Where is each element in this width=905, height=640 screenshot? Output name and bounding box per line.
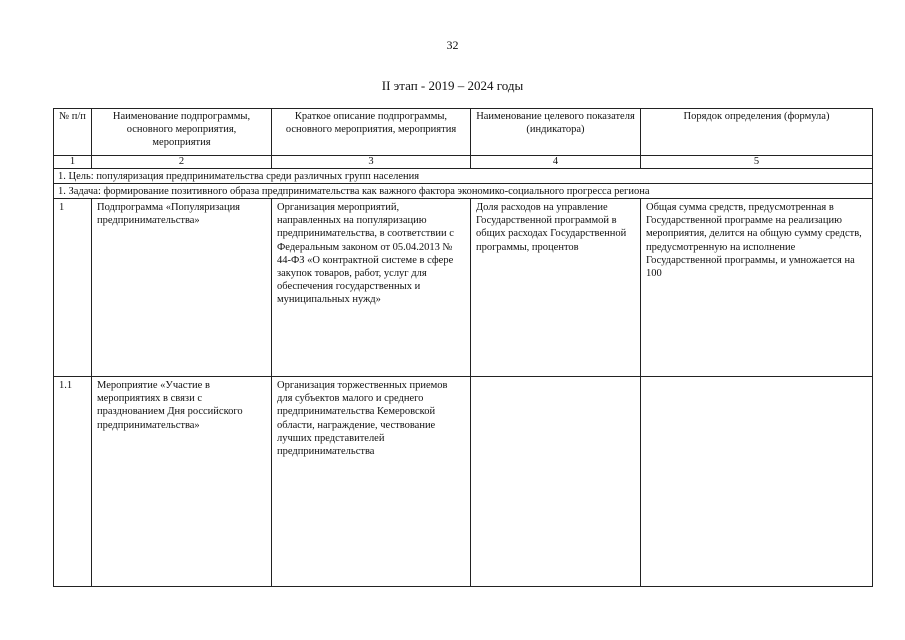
- row-name: Подпрограмма «Популяризация предпринимательства»: [92, 199, 272, 377]
- header-indicator: Наименование целевого показателя (индикатора): [471, 109, 641, 156]
- column-number-row: [54, 156, 873, 169]
- page-number: 32: [446, 38, 459, 52]
- header-formula: Порядок определения (формула): [641, 109, 873, 156]
- row-indicator: [471, 377, 641, 587]
- row-description: Организация мероприятий, направленных на популяризацию предпринимательства, в соответствии с Федеральным законом от 05.04.2013 № 44-ФЗ «О контрактной системе в сфере закупок товаров, работ, услуг для обеспечения государственных и муниципальных нужд»: [272, 199, 471, 377]
- task-row: [54, 184, 873, 199]
- row-number: 1.1: [54, 377, 92, 587]
- row-formula: Общая сумма средств, предусмотренная в Государственной программе на реализацию мероприятия, делится на общую сумму средств, предусмотренную на исполнение Государственной программы, и умножается на 100: [641, 199, 873, 377]
- row-formula: [641, 377, 873, 587]
- row-indicator: Доля расходов на управление Государственной программой в общих расходах Государственной программы, процентов: [471, 199, 641, 377]
- goal-row: [54, 169, 873, 184]
- header-number: № п/п: [54, 109, 92, 156]
- column-number: 4: [471, 156, 641, 169]
- table-row: [54, 377, 873, 587]
- column-number: 3: [272, 156, 471, 169]
- header-row: [54, 109, 873, 156]
- task-text: 1. Задача: формирование позитивного образа предпринимательства как важного фактора экономико-социального прогресса региона: [54, 184, 873, 199]
- stage-title: II этап - 2019 – 2024 годы: [381, 78, 524, 93]
- column-number: 1: [54, 156, 92, 169]
- column-number: 2: [92, 156, 272, 169]
- header-name: Наименование подпрограммы, основного мероприятия, мероприятия: [92, 109, 272, 156]
- goal-text: 1. Цель: популяризация предпринимательства среди различных групп населения: [54, 169, 873, 184]
- row-name: Мероприятие «Участие в мероприятиях в связи с празднованием Дня российского предпринимательства»: [92, 377, 272, 587]
- row-description: Организация торжественных приемов для субъектов малого и среднего предпринимательства Кемеровской области, награждение, чествование лучших представителей предпринимательства: [272, 377, 471, 587]
- column-number: 5: [641, 156, 873, 169]
- header-description: Краткое описание подпрограммы, основного мероприятия, мероприятия: [272, 109, 471, 156]
- table-row: [54, 199, 873, 377]
- row-number: 1: [54, 199, 92, 377]
- program-table: [53, 108, 873, 587]
